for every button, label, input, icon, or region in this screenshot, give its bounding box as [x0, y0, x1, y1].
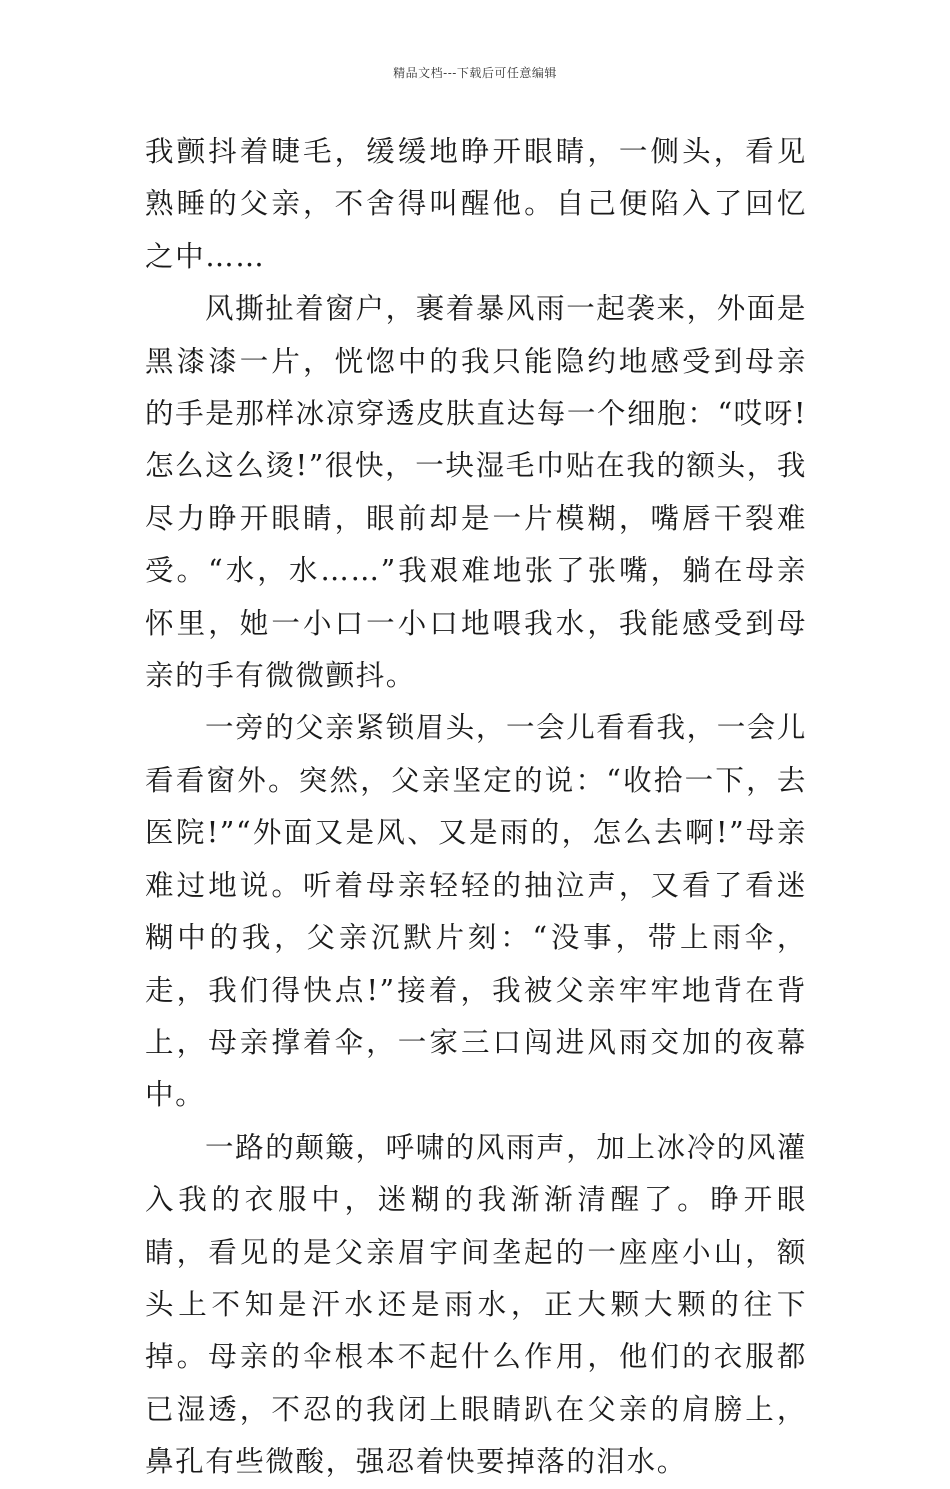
- paragraph-4: 一路的颠簸，呼啸的风雨声，加上冰冷的风灌入我的衣服中，迷糊的我渐渐清醒了。睁开眼睛，看见的是父亲眉宇间垄起的一座座小山，额头上不知是汗水还是雨水，正大颗大颗的往下掉。母亲的伞根本不起什么作用，他们的衣服都已湿透，不忍的我闭上眼睛趴在父亲的肩膀上，鼻孔有些微酸，强忍着快要掉落的泪水。: [145, 1130, 808, 1479]
- paragraph-1: 我颤抖着睫毛，缓缓地睁开眼睛，一侧头，看见熟睡的父亲，不舍得叫醒他。自己便陷入了回忆之中……: [145, 135, 807, 273]
- paragraph-2: 风撕扯着窗户，裹着暴风雨一起袭来，外面是黑漆漆一片，恍惚中的我只能隐约地感受到母亲的手是那样冰凉穿透皮肤直达每一个细胞：“哎呀!怎么这么烫!”很快，一块湿毛巾贴在我的额头，我尽力睁开眼睛，眼前却是一片模糊，嘴唇干裂难受。“水，水……”我艰难地张了张嘴，躺在母亲怀里，她一小口一小口地喂我水，我能感受到母亲的手有微微颤抖。: [145, 292, 808, 693]
- paragraph-3: 一旁的父亲紧锁眉头，一会儿看看我，一会儿看看窗外。突然，父亲坚定的说：“收拾一下，去医院!”“外面又是风、又是雨的，怎么去啊!”母亲难过地说。听着母亲轻轻的抽泣声，又看了看迷糊中的我，父亲沉默片刻：“没事，带上雨伞，走，我们得快点!”接着，我被父亲牢牢地背在背上，母亲撑着伞，一家三口闯进风雨交加的夜幕中。: [145, 711, 808, 1112]
- article-body: [145, 126, 807, 1489]
- page-header: 精品文档---下载后可任意编辑: [393, 66, 557, 80]
